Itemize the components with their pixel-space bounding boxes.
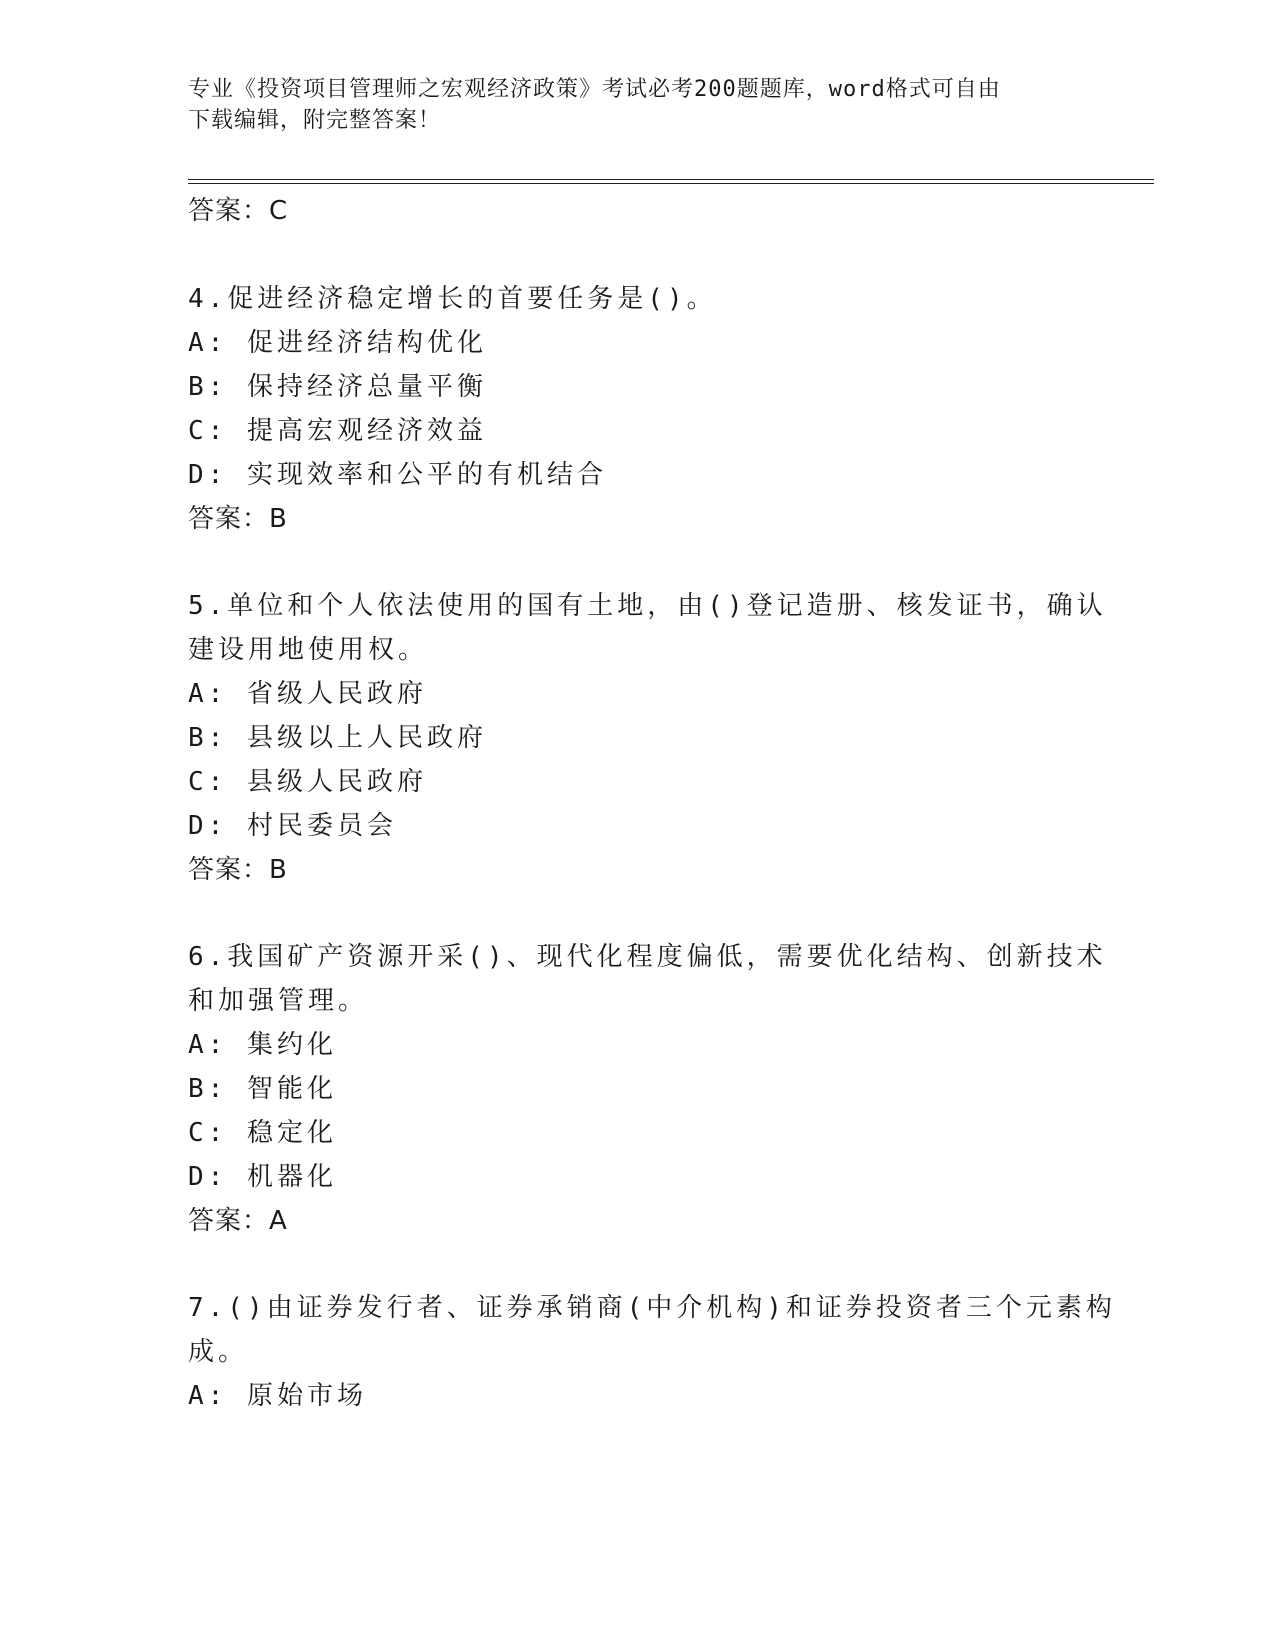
header-rule-top (188, 179, 1154, 180)
header-rule-bottom (188, 183, 1154, 184)
question-4-option-a: A: 促进经济结构优化 (188, 328, 487, 358)
question-7-option-a: A: 原始市场 (188, 1381, 367, 1411)
question-6-option-c: C: 稳定化 (188, 1118, 337, 1148)
question-6-option-d: D: 机器化 (188, 1162, 337, 1192)
question-5-stem-line-1: 5.单位和个人依法使用的国有土地，由()登记造册、核发证书，确认 (188, 591, 1107, 621)
question-6-stem-line-2: 和加强管理。 (188, 986, 369, 1016)
question-4-stem-line-1: 4.促进经济稳定增长的首要任务是()。 (188, 284, 717, 314)
question-6-answer: 答案：A (188, 1206, 288, 1236)
question-7-stem-line-2: 成。 (188, 1337, 249, 1367)
question-5-answer: 答案：B (188, 855, 288, 885)
question-5-option-c: C: 县级人民政府 (188, 767, 427, 797)
question-6-stem-line-1: 6.我国矿产资源开采()、现代化程度偏低，需要优化结构、创新技术 (188, 942, 1107, 972)
previous-answer: 答案：C (188, 196, 289, 226)
question-4-option-d: D: 实现效率和公平的有机结合 (188, 460, 607, 490)
question-5-option-d: D: 村民委员会 (188, 811, 397, 841)
header-line-1: 专业《投资项目管理师之宏观经济政策》考试必考200题题库，word格式可自由 (188, 77, 1001, 102)
question-6-option-b: B: 智能化 (188, 1074, 337, 1104)
question-5-stem-line-2: 建设用地使用权。 (188, 635, 429, 665)
question-7-stem-line-1: 7.()由证券发行者、证券承销商(中介机构)和证券投资者三个元素构 (188, 1293, 1116, 1323)
question-5-option-b: B: 县级以上人民政府 (188, 723, 487, 753)
question-4-answer: 答案：B (188, 504, 288, 534)
question-5-option-a: A: 省级人民政府 (188, 679, 427, 709)
question-4-option-c: C: 提高宏观经济效益 (188, 416, 487, 446)
header-line-2: 下载编辑，附完整答案！ (188, 108, 442, 133)
question-6-option-a: A: 集约化 (188, 1030, 337, 1060)
document-header (188, 74, 1068, 136)
question-4-option-b: B: 保持经济总量平衡 (188, 372, 487, 402)
